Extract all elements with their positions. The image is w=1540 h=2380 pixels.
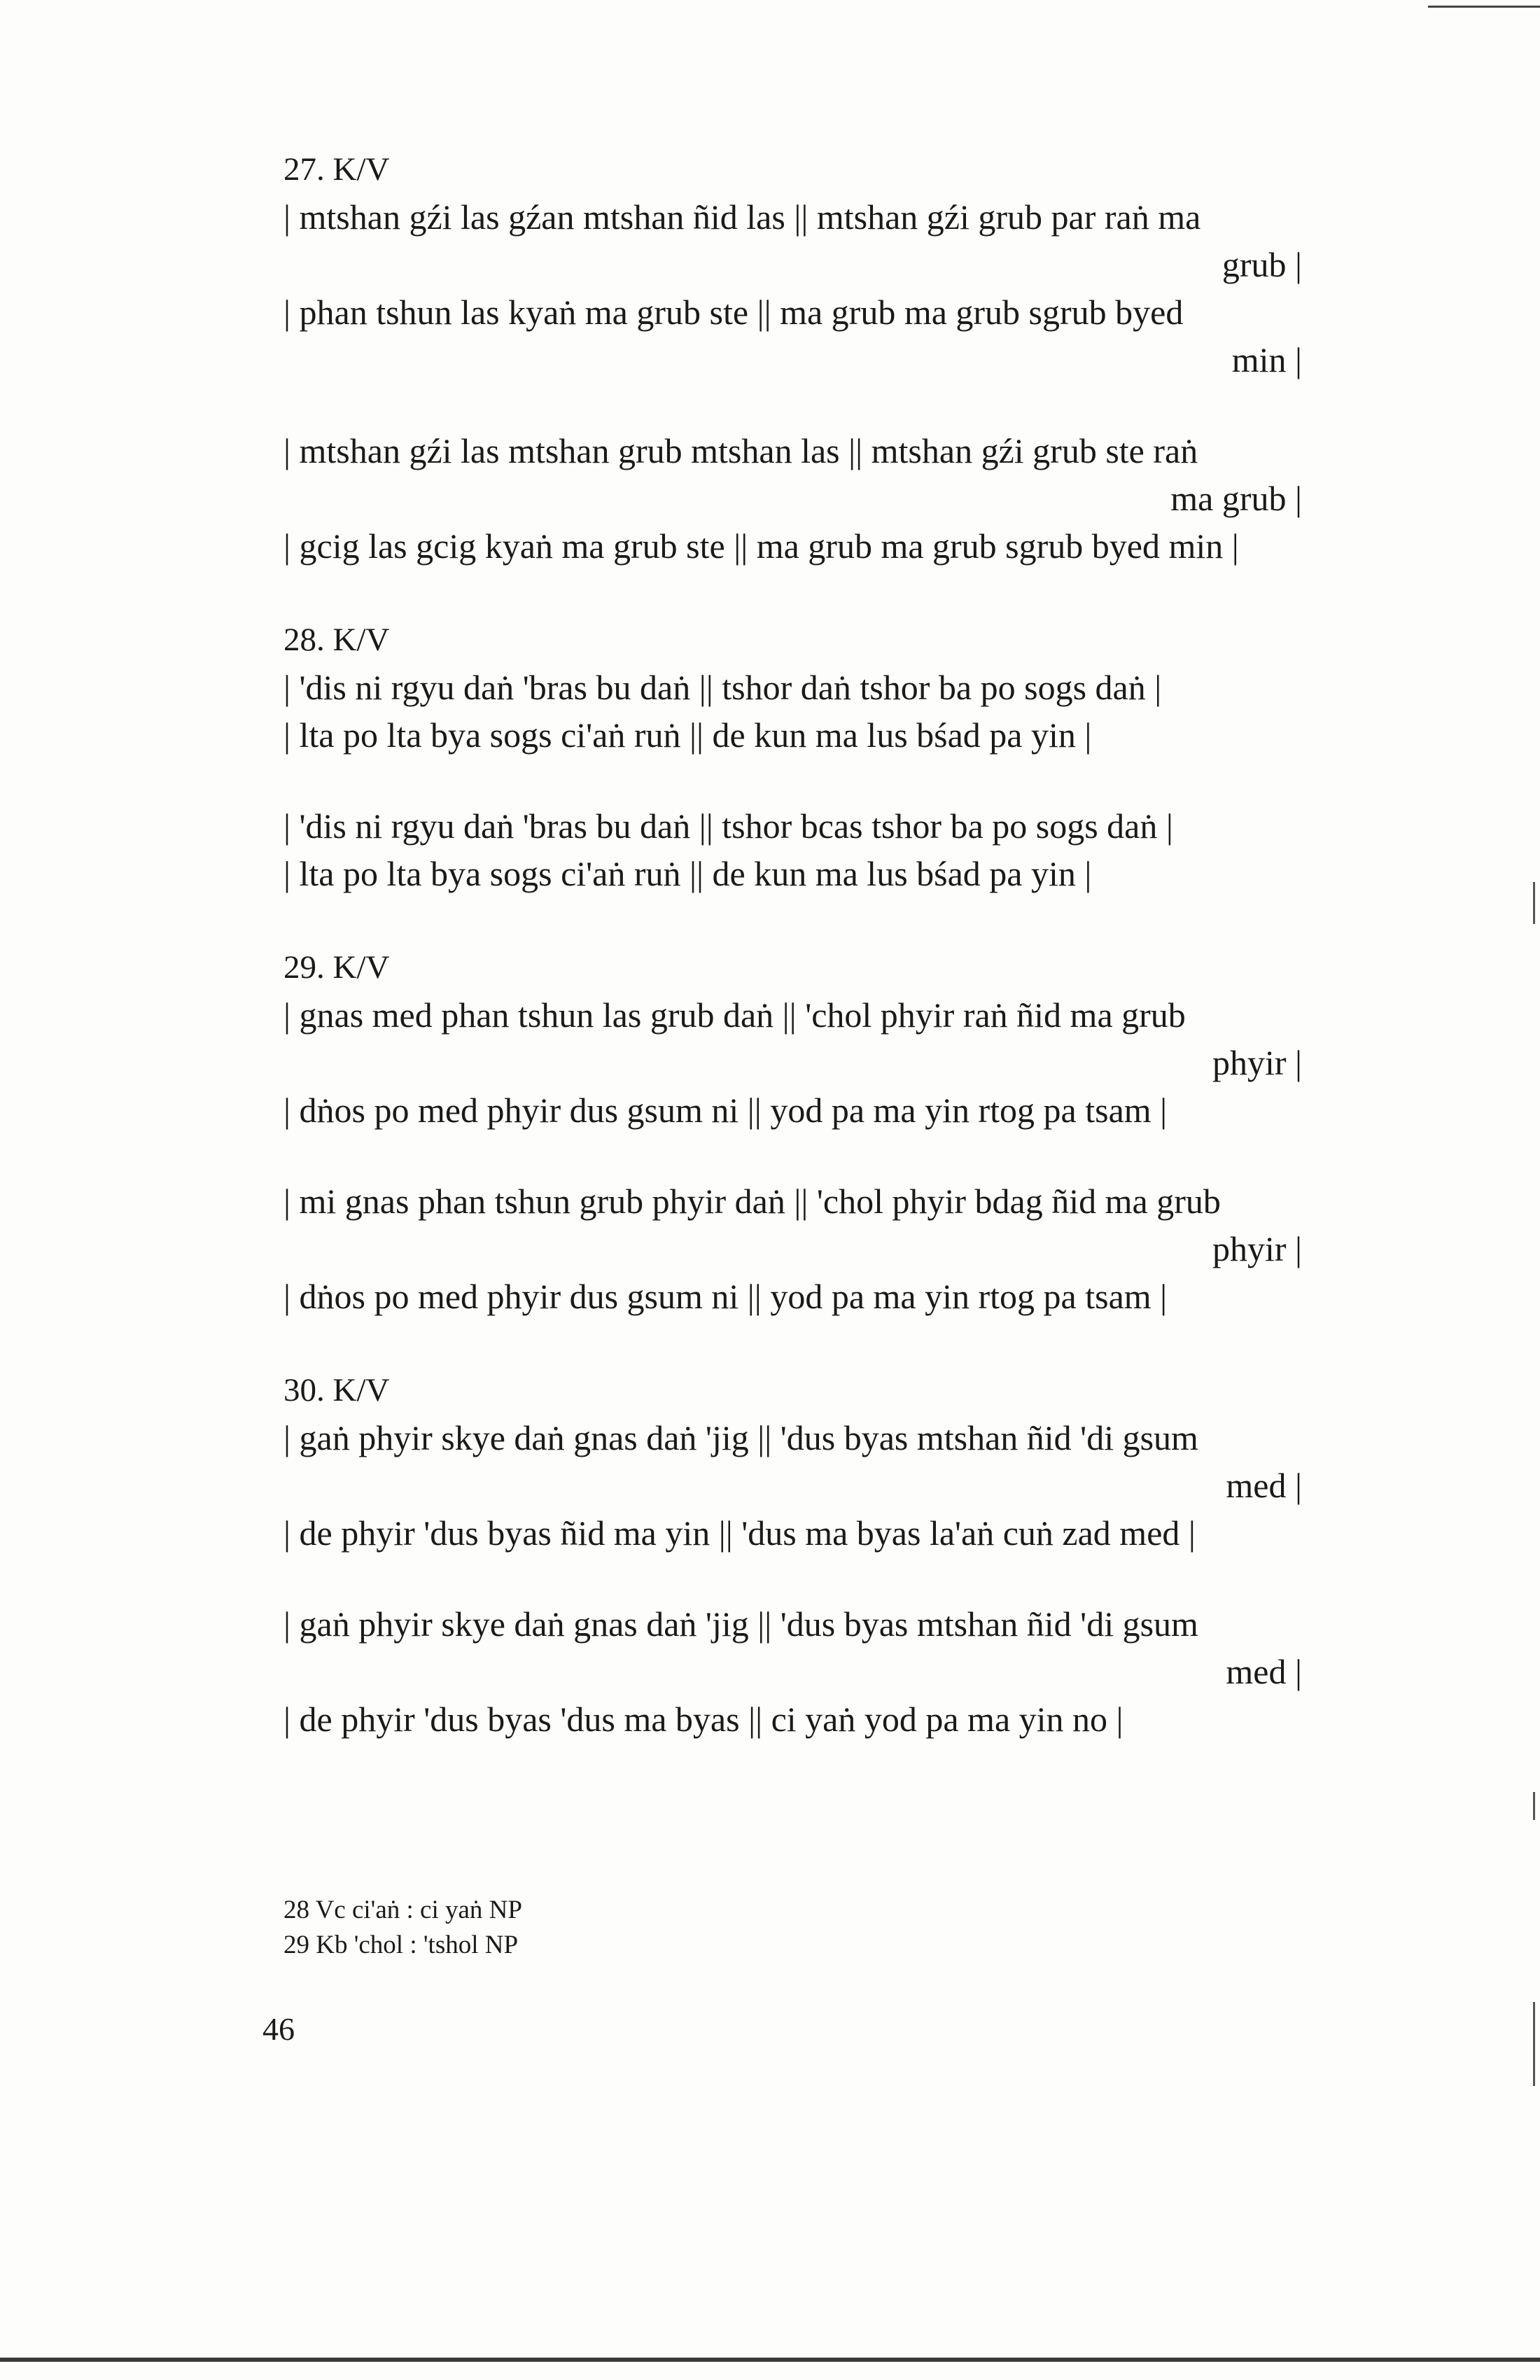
verse-line: | 'dis ni rgyu daṅ 'bras bu daṅ || tshor daṅ tshor ba po sogs daṅ | (284, 668, 1162, 707)
scan-edge-mark (0, 2358, 1540, 2362)
verse-line-overflow: med | (1226, 1652, 1302, 1691)
verse-line: | dṅos po med phyir dus gsum ni || yod pa ma yin rtog pa tsam | (284, 1091, 1168, 1130)
verse-line: | dṅos po med phyir dus gsum ni || yod pa ma yin rtog pa tsam | (284, 1277, 1168, 1316)
verse-line: | phan tshun las kyaṅ ma grub ste || ma grub ma grub sgrub byed (284, 293, 1184, 332)
stanza (284, 616, 1418, 897)
verse-version (284, 1600, 1418, 1743)
verse-line: | 'dis ni rgyu daṅ 'bras bu daṅ || tshor bcas tshor ba po sogs daṅ | (284, 806, 1173, 846)
scan-edge-mark (1533, 882, 1535, 924)
scan-edge-mark (1428, 6, 1540, 8)
footnote: 29 Kb 'chol : 'tshol NP (284, 1931, 519, 1959)
verse-line-overflow: phyir | (1212, 1229, 1302, 1268)
verse-version (284, 991, 1418, 1134)
stanza (284, 1366, 1418, 1743)
verse-line-overflow: med | (1226, 1466, 1302, 1505)
verse-line: | lta po lta bya sogs ci'aṅ ruṅ || de kun ma lus bśad pa yin | (284, 854, 1092, 893)
verse-line: | lta po lta bya sogs ci'aṅ ruṅ || de kun ma lus bśad pa yin | (284, 715, 1092, 755)
verse-version (284, 664, 1418, 759)
stanza-number: 28. K/V (284, 622, 390, 658)
footnotes (284, 1893, 522, 1963)
verse-line-overflow: phyir | (1212, 1043, 1302, 1082)
verse-line-overflow: min | (1231, 340, 1302, 379)
verse-version (284, 427, 1418, 570)
verse-version (284, 193, 1418, 384)
verse-line-overflow: ma grub | (1170, 479, 1302, 518)
page-number: 46 (262, 2011, 295, 2047)
verse-version (284, 802, 1418, 897)
verse-line-overflow: grub | (1222, 245, 1302, 284)
verse-line: | de phyir 'dus byas 'dus ma byas || ci yaṅ yod pa ma yin no | (284, 1700, 1124, 1739)
verse-line: | gaṅ phyir skye daṅ gnas daṅ 'jig || 'dus byas mtshan ñid 'di gsum (284, 1418, 1198, 1457)
stanza (284, 146, 1418, 570)
verse-line: | gaṅ phyir skye daṅ gnas daṅ 'jig || 'dus byas mtshan ñid 'di gsum (284, 1604, 1198, 1644)
scan-edge-mark (1533, 1792, 1535, 1820)
verse-line: | mi gnas phan tshun grub phyir daṅ || 'chol phyir bdag ñid ma grub (284, 1182, 1221, 1221)
verse-line: | mtshan gźi las mtshan grub mtshan las || mtshan gźi grub ste raṅ (284, 431, 1198, 470)
scan-edge-mark (1533, 2002, 1535, 2086)
verse-line: | de phyir 'dus byas ñid ma yin || 'dus ma byas la'aṅ cuṅ zad med | (284, 1513, 1196, 1553)
verse-line: | gnas med phan tshun las grub daṅ || 'chol phyir raṅ ñid ma grub (284, 995, 1186, 1035)
verse-line: | gcig las gcig kyaṅ ma grub ste || ma grub ma grub sgrub byed min | (284, 526, 1239, 566)
stanza-number: 27. K/V (284, 151, 390, 188)
verse-line: | mtshan gźi las gźan mtshan ñid las || mtshan gźi grub par raṅ ma (284, 197, 1201, 237)
verse-section (284, 146, 1418, 1789)
verse-version (284, 1177, 1418, 1320)
stanza (284, 944, 1418, 1320)
footnote: 28 Vc ci'aṅ : ci yaṅ NP (284, 1896, 522, 1924)
stanza-number: 29. K/V (284, 949, 390, 986)
stanza-number: 30. K/V (284, 1372, 390, 1408)
verse-version (284, 1414, 1418, 1557)
